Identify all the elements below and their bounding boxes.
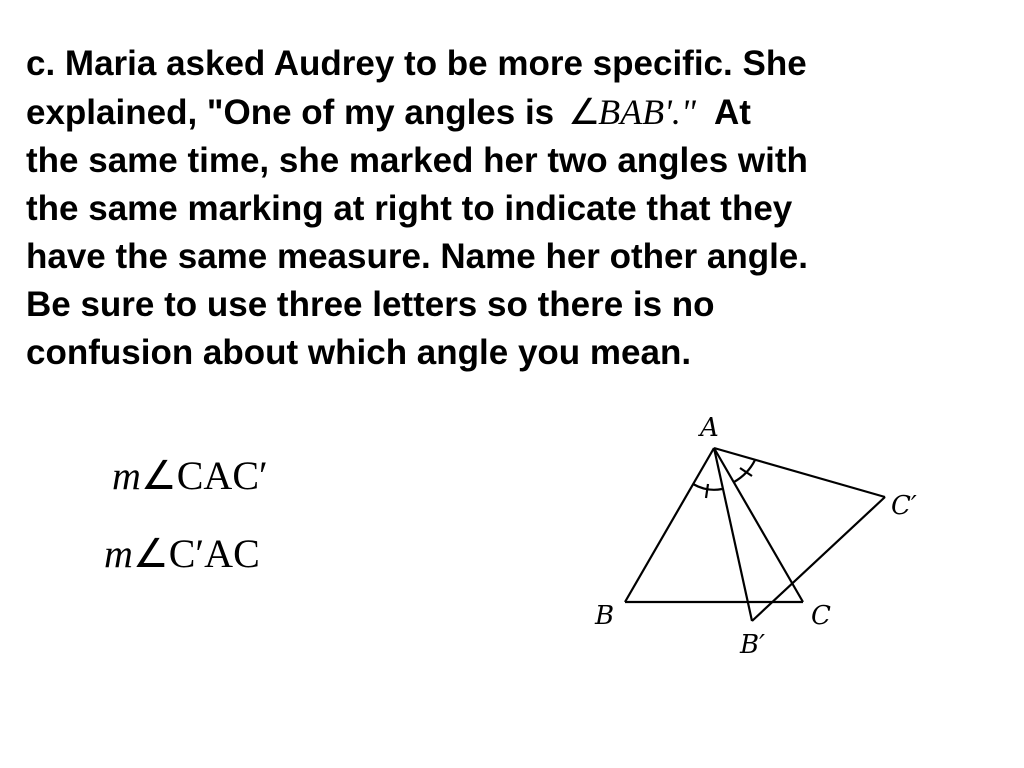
angle-name: C′AC [168, 531, 260, 576]
measure-prefix: m [112, 453, 141, 498]
measure-prefix: m [104, 531, 133, 576]
question-line: have the same measure. Name her other angle. [26, 237, 808, 276]
question-line: the same marking at right to indicate that they [26, 189, 793, 228]
label-A: A [700, 413, 719, 443]
label-C-prime: C′ [891, 491, 917, 521]
angle-symbol: ∠ [140, 453, 177, 498]
angle-name: BAB'." [598, 92, 696, 132]
segment-AB [625, 448, 714, 602]
label-B-prime: B′ [740, 630, 766, 660]
segment-AC [714, 448, 803, 602]
angle-tick-mark [706, 484, 708, 498]
question-line-text: explained, "One of my angles is [26, 93, 555, 132]
angle-symbol: ∠ [132, 531, 169, 576]
label-B: B [595, 601, 615, 631]
question-line-text: At [713, 93, 751, 132]
label-C: C [811, 601, 831, 631]
segment-AC-prime [714, 448, 885, 497]
question-line: confusion about which angle you mean. [26, 333, 692, 372]
angle-name: CAC′ [176, 453, 268, 498]
question-line: c. Maria asked Audrey to be more specific. She [26, 44, 807, 83]
question-line: the same time, she marked her two angles with [26, 141, 808, 180]
question-line: Be sure to use three letters so there is no [26, 285, 715, 324]
angle-symbol: ∠ [568, 92, 601, 132]
